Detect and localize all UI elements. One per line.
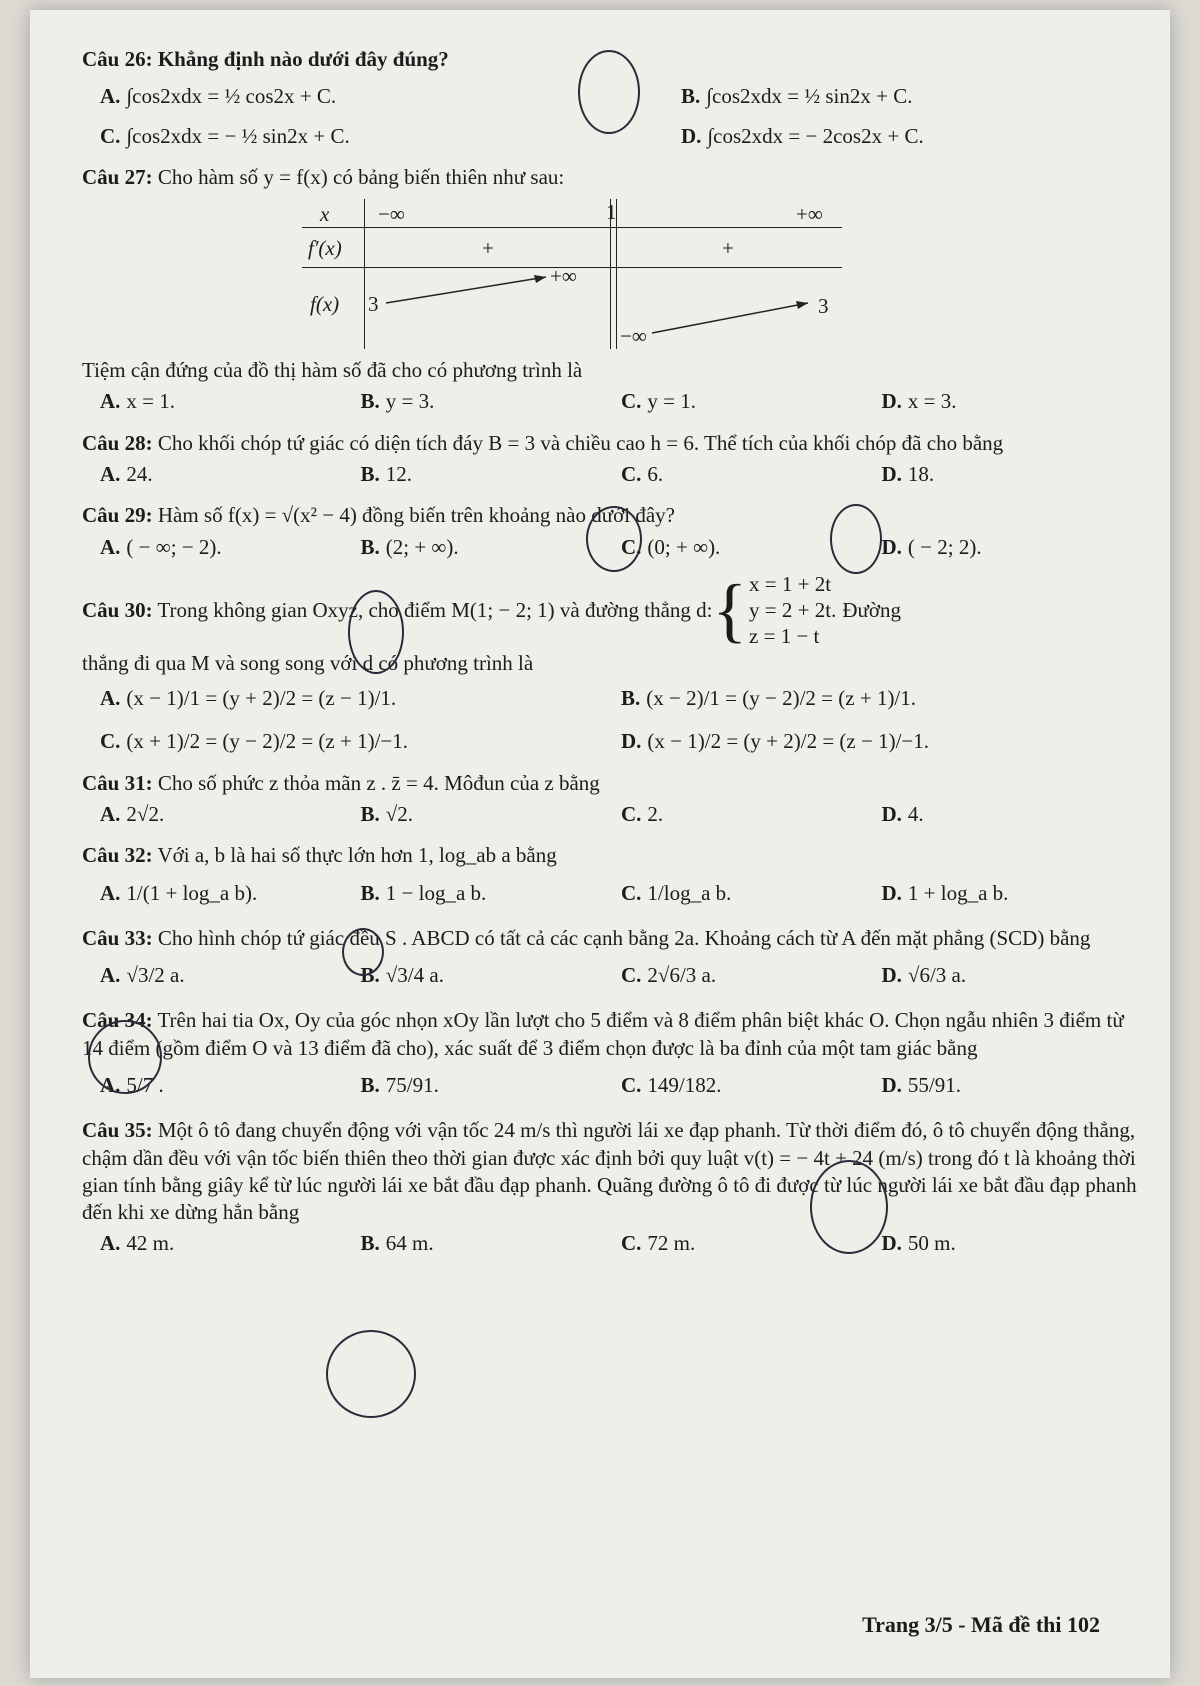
option-label: D. <box>881 534 902 559</box>
question-number: Câu 33: <box>82 925 153 950</box>
fprime-label: f′(x) <box>308 236 342 261</box>
option-text: √2. <box>385 801 414 826</box>
question-text: Cho số phức z thỏa mãn z . z̄ = 4. Môđun của z bằng <box>157 770 600 795</box>
option-label: B. <box>681 84 701 109</box>
option-label: A. <box>100 1231 121 1256</box>
option-label: D. <box>881 1072 902 1097</box>
option-label: A. <box>100 1072 121 1097</box>
option-text: 6. <box>647 462 664 487</box>
option-label: C. <box>621 963 642 988</box>
f-value-three-left: 3 <box>368 292 379 317</box>
exam-page <box>30 10 1170 1678</box>
option-label: D. <box>681 123 702 148</box>
option-label: D. <box>881 880 902 905</box>
option-label: B. <box>360 534 380 559</box>
question-31 <box>82 770 1142 829</box>
answer-mark-q28-d <box>830 504 882 574</box>
option-label: A. <box>100 84 121 109</box>
option-label: C. <box>621 389 642 414</box>
question-number: Câu 29: <box>82 503 153 528</box>
question-number: Câu 34: <box>82 1008 153 1033</box>
option-text: (x − 1)/2 = (y + 2)/2 = (z − 1)/−1. <box>647 729 930 754</box>
question-number: Câu 28: <box>82 430 153 455</box>
sign-plus-right: + <box>722 236 734 261</box>
option-text: 1/(1 + log_a b). <box>126 880 258 905</box>
option-text: (x + 1)/2 = (y − 2)/2 = (z + 1)/−1. <box>126 729 409 754</box>
option-text: 2. <box>647 801 664 826</box>
question-followup: Tiệm cận đứng của đồ thị hàm số đã cho có phương trình là <box>82 358 583 383</box>
option-text: 18. <box>907 462 935 487</box>
question-27 <box>82 164 1142 416</box>
option-label: B. <box>621 686 641 711</box>
answer-mark-q32 <box>88 1020 162 1094</box>
question-text: Một ô tô đang chuyển động với vận tốc 24 m/s thì người lái xe đạp phanh. Từ thời điểm đó, ô tô chuyển động thẳng, chậm dần đều với vận tốc biến thiên theo thời gian được xác định bởi quy luật v(t) = − 4t + 24 (m/s) trong đó t là khoảng thời gian tính bằng giây kể từ lúc người lái xe bắt đầu đạp phanh. Quãng đường ô tô đi được từ lúc người lái xe bắt đầu đạp phanh đến khi xe dừng hẳn bằng <box>82 1118 1137 1225</box>
option-label: D. <box>881 963 902 988</box>
answer-mark-q29 <box>348 590 404 674</box>
x-label: x <box>320 202 330 227</box>
option-label: D. <box>621 729 642 754</box>
question-number: Câu 35: <box>82 1118 153 1143</box>
question-34 <box>82 1007 1142 1099</box>
option-label: D. <box>881 1231 902 1256</box>
option-label: A. <box>100 462 121 487</box>
page-footer: Trang 3/5 - Mã đề thi 102 <box>862 1612 1100 1637</box>
option-text: y = 3. <box>385 389 435 414</box>
answer-mark-q26 <box>578 50 640 134</box>
option-text: 2√6/3 a. <box>647 963 717 988</box>
option-text: (x − 1)/1 = (y + 2)/2 = (z − 1)/1. <box>126 686 397 711</box>
question-number: Câu 32: <box>82 843 153 868</box>
option-label: C. <box>100 729 121 754</box>
option-label: C. <box>621 1231 642 1256</box>
f-label: f(x) <box>310 292 340 317</box>
question-text: Khẳng định nào dưới đây đúng? <box>157 47 449 71</box>
question-33 <box>82 925 1142 990</box>
option-label: C. <box>621 534 642 559</box>
option-text: 2√2. <box>126 801 165 826</box>
option-text: 55/91. <box>907 1072 962 1097</box>
option-text: ( − ∞; − 2). <box>126 534 222 559</box>
option-text: 4. <box>907 801 924 826</box>
answer-mark-q28-c <box>586 506 642 572</box>
option-text: (0; + ∞). <box>647 534 721 559</box>
x-one: 1 <box>606 200 617 225</box>
answer-mark-q34 <box>326 1330 416 1418</box>
option-text: ∫cos2xdx = − ½ sin2x + C. <box>126 123 350 148</box>
pos-infinity: +∞ <box>796 202 823 227</box>
option-label: B. <box>360 462 380 487</box>
question-text: Trên hai tia Ox, Oy của góc nhọn xOy lần lượt cho 5 điểm và 8 điểm phân biệt khác O. Chọn ngẫu nhiên 3 điểm từ 14 điểm (gồm điểm O và 13 điểm đã cho), xác suất để 3 điểm chọn được là ba đỉnh của một tam giác bằng <box>82 1008 1124 1060</box>
arrows <box>302 199 842 349</box>
option-label: A. <box>100 963 121 988</box>
question-number: Câu 31: <box>82 770 153 795</box>
option-label: B. <box>360 963 380 988</box>
question-followup: thẳng đi qua M và song song với d có phương trình là <box>82 650 534 675</box>
option-text: 5/7 . <box>126 1072 164 1097</box>
option-label: A. <box>100 686 121 711</box>
option-text: 50 m. <box>907 1231 956 1256</box>
option-text: 24. <box>126 462 153 487</box>
question-28 <box>82 430 1142 489</box>
option-text: 12. <box>385 462 413 487</box>
option-text: ∫cos2xdx = − 2cos2x + C. <box>707 123 924 148</box>
option-text: (x − 2)/1 = (y − 2)/2 = (z + 1)/1. <box>646 686 917 711</box>
option-label: D. <box>881 801 902 826</box>
question-32 <box>82 842 1142 907</box>
option-text: √3/2 a. <box>126 963 185 988</box>
option-label: B. <box>360 880 380 905</box>
option-label: C. <box>621 880 642 905</box>
option-text: 64 m. <box>385 1231 434 1256</box>
f-neg-infinity: −∞ <box>620 324 647 349</box>
option-label: A. <box>100 801 121 826</box>
option-label: B. <box>360 1072 380 1097</box>
question-number: Câu 30: <box>82 597 153 622</box>
system-row: x = 1 + 2t <box>749 571 832 596</box>
option-label: A. <box>100 534 121 559</box>
exam-content <box>82 46 1142 1264</box>
option-label: B. <box>360 1231 380 1256</box>
option-text: 1/log_a b. <box>647 880 732 905</box>
question-text: Trong không gian Oxyz, cho điểm M(1; − 2; 1) và đường thẳng d: <box>157 597 713 622</box>
option-label: A. <box>100 389 121 414</box>
option-text: √6/3 a. <box>907 963 967 988</box>
answer-mark-q33 <box>810 1160 888 1254</box>
option-text: ( − 2; 2). <box>907 534 982 559</box>
system-row: y = 2 + 2t. <box>749 598 837 623</box>
option-label: B. <box>360 801 380 826</box>
question-number: Câu 27: <box>82 164 153 189</box>
option-text: ∫cos2xdx = ½ sin2x + C. <box>706 84 913 109</box>
question-text: Cho hàm số y = f(x) có bảng biến thiên như sau: <box>157 164 565 189</box>
f-pos-infinity: +∞ <box>550 264 577 289</box>
question-text: Hàm số f(x) = √(x² − 4) đồng biến trên khoảng nào dưới đây? <box>157 503 675 528</box>
option-text: ∫cos2xdx = ½ cos2x + C. <box>126 84 337 109</box>
option-text: y = 1. <box>647 389 697 414</box>
option-text: (2; + ∞). <box>385 534 459 559</box>
option-label: C. <box>100 123 121 148</box>
option-label: B. <box>360 389 380 414</box>
option-text: 72 m. <box>647 1231 696 1256</box>
line-system: { x = 1 + 2t y = 2 + 2t. z = 1 − t <box>712 570 837 651</box>
question-text-tail: Đường <box>842 597 901 622</box>
question-text: Cho hình chóp tứ giác đều S . ABCD có tất cả các cạnh bằng 2a. Khoảng cách từ A đến mặt phẳng (SCD) bằng <box>157 925 1091 950</box>
question-35 <box>82 1117 1142 1257</box>
question-number: Câu 26: <box>82 47 153 71</box>
option-text: 149/182. <box>647 1072 722 1097</box>
question-30 <box>82 571 1142 756</box>
option-text: 1 + log_a b. <box>907 880 1009 905</box>
option-text: 1 − log_a b. <box>385 880 487 905</box>
option-text: √3/4 a. <box>385 963 444 988</box>
option-text: x = 1. <box>126 389 176 414</box>
option-text: 42 m. <box>126 1231 175 1256</box>
option-text: x = 3. <box>907 389 957 414</box>
question-text: Với a, b là hai số thực lớn hơn 1, log_ab a bằng <box>157 843 557 868</box>
neg-infinity: −∞ <box>378 202 405 227</box>
question-text: Cho khối chóp tứ giác có diện tích đáy B = 3 và chiều cao h = 6. Thể tích của khối chóp đã cho bằng <box>157 430 1004 455</box>
option-text: 75/91. <box>385 1072 439 1097</box>
option-label: C. <box>621 801 642 826</box>
option-label: D. <box>881 462 902 487</box>
option-label: C. <box>621 1072 642 1097</box>
variation-table <box>302 199 842 349</box>
system-row: z = 1 − t <box>749 624 820 649</box>
f-value-three-right: 3 <box>818 294 829 319</box>
sign-plus-left: + <box>482 236 494 261</box>
option-label: A. <box>100 880 121 905</box>
answer-mark-q31 <box>342 928 384 976</box>
option-label: D. <box>881 389 902 414</box>
option-label: C. <box>621 462 642 487</box>
